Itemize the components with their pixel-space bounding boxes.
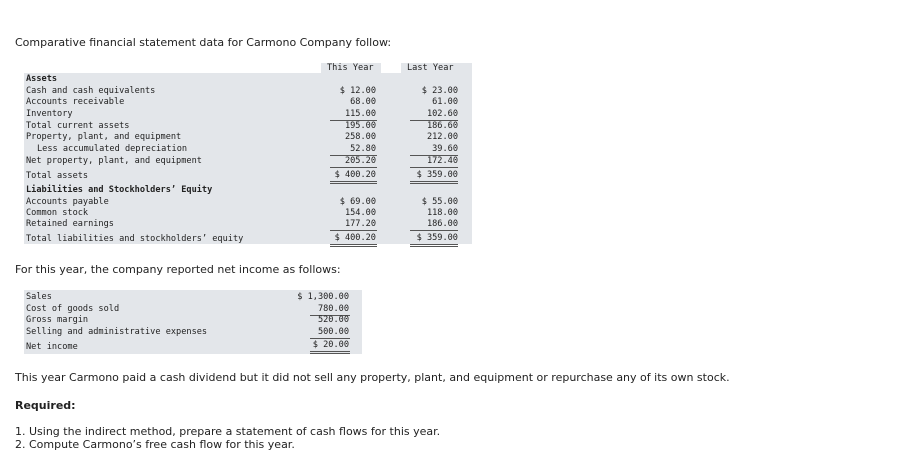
row-this-year-value: 154.00	[344, 208, 376, 218]
income-row-label: Sales	[26, 292, 52, 302]
row-label: Accounts payable	[26, 197, 109, 207]
requirement-1: 1. Using the indirect method, prepare a statement of cash flows for this year.	[15, 425, 441, 438]
row-label: Total liabilities and stockholders’ equity	[26, 234, 244, 244]
row-last-year-value: 102.60	[426, 109, 458, 119]
income-row-value: 520.00	[317, 315, 349, 325]
income-row-value: $ 1,300.00	[297, 292, 349, 302]
double-rule	[310, 353, 350, 354]
row-this-year-value: 68.00	[350, 97, 376, 107]
row-label: Total assets	[26, 171, 89, 181]
note-text: This year Carmono paid a cash dividend but it did not sell any property, plant, and equipment or repurchase any of its own stock.	[15, 371, 730, 384]
row-last-year-value: $ 359.00	[416, 170, 458, 180]
double-rule	[330, 244, 377, 245]
double-rule	[410, 244, 458, 245]
row-last-year-value: $ 23.00	[421, 86, 458, 96]
row-this-year-value: 195.00	[344, 121, 376, 131]
row-last-year-value: 118.00	[426, 208, 458, 218]
income-row-label: Selling and administrative expenses	[26, 327, 208, 337]
row-label: Inventory	[26, 109, 73, 119]
row-last-year-value: 186.60	[426, 121, 458, 131]
intro-text: Comparative financial statement data for Carmono Company follow:	[15, 36, 392, 49]
col-header-last-year: Last Year	[407, 63, 454, 73]
row-label: Common stock	[26, 208, 89, 218]
row-this-year-value: $ 12.00	[339, 86, 376, 96]
double-rule	[410, 181, 458, 182]
income-row-value: 500.00	[317, 327, 349, 337]
double-rule	[330, 181, 377, 182]
rule	[330, 230, 377, 231]
double-rule	[410, 183, 458, 184]
row-this-year-value: $ 400.20	[334, 233, 376, 243]
row-last-year-value: 61.00	[432, 97, 458, 107]
row-last-year-value: 172.40	[426, 156, 458, 166]
double-rule	[330, 183, 377, 184]
row-this-year-value: 177.20	[344, 219, 376, 229]
row-this-year-value: $ 69.00	[339, 197, 376, 207]
income-intro-text: For this year, the company reported net income as follows:	[15, 263, 341, 276]
income-row-value: 780.00	[317, 304, 349, 314]
row-label: Cash and cash equivalents	[26, 86, 156, 96]
row-this-year-value: $ 400.20	[334, 170, 376, 180]
row-label: Accounts receivable	[26, 97, 125, 107]
double-rule	[330, 246, 377, 247]
row-this-year-value: 258.00	[344, 132, 376, 142]
assets-heading: Assets	[26, 74, 58, 84]
double-rule	[410, 246, 458, 247]
row-this-year-value: 52.80	[350, 144, 376, 154]
row-last-year-value: 186.00	[426, 219, 458, 229]
income-row-value: $ 20.00	[312, 340, 349, 350]
row-label: Net property, plant, and equipment	[26, 156, 202, 166]
liabilities-heading: Liabilities and Stockholders’ Equity	[26, 185, 213, 195]
row-last-year-value: $ 55.00	[421, 197, 458, 207]
rule	[410, 230, 458, 231]
double-rule	[310, 351, 350, 352]
row-last-year-value: 212.00	[426, 132, 458, 142]
income-row-label: Net income	[26, 342, 78, 352]
income-row-label: Gross margin	[26, 315, 89, 325]
row-label: Retained earnings	[26, 219, 114, 229]
requirement-2: 2. Compute Carmono’s free cash flow for this year.	[15, 438, 295, 451]
row-label: Less accumulated depreciation	[37, 144, 188, 154]
income-row-label: Cost of goods sold	[26, 304, 120, 314]
row-label: Property, plant, and equipment	[26, 132, 182, 142]
row-last-year-value: $ 359.00	[416, 233, 458, 243]
row-this-year-value: 205.20	[344, 156, 376, 166]
row-this-year-value: 115.00	[344, 109, 376, 119]
required-heading: Required:	[15, 399, 76, 412]
col-header-this-year: This Year	[327, 63, 374, 73]
rule	[410, 167, 458, 168]
row-label: Total current assets	[26, 121, 130, 131]
rule	[310, 338, 350, 339]
rule	[330, 167, 377, 168]
row-last-year-value: 39.60	[432, 144, 458, 154]
